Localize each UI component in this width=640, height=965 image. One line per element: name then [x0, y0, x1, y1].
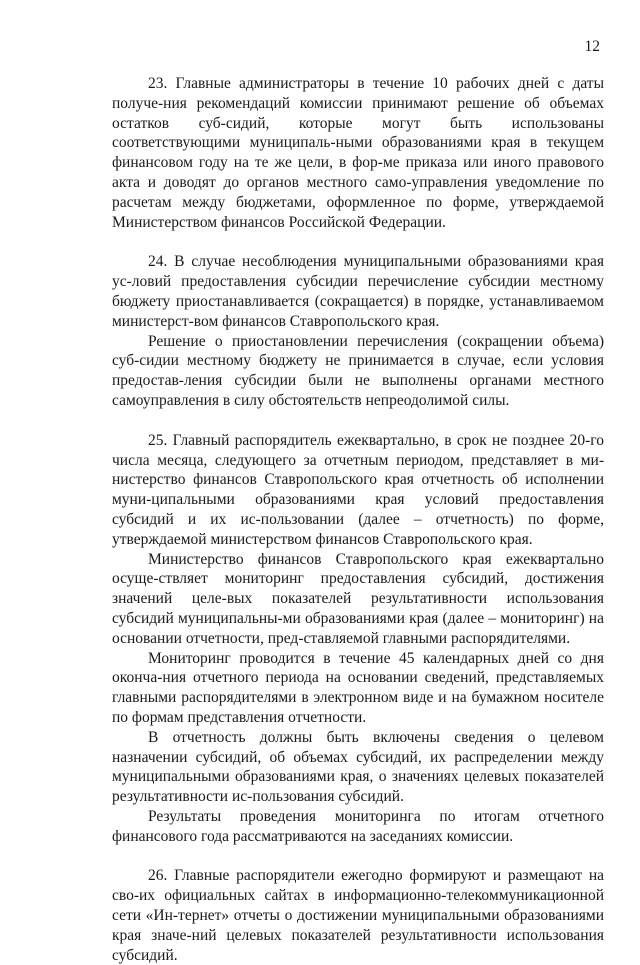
paragraph-23: 23. Главные администраторы в течение 10 рабочих дней с даты получе-ния рекомендаций комиссии принимают решение об объемах остатков суб-сидий, которые могут быть использованы соответствующими муниципаль-ными образованиями края в текущем финансовом году на те же цели, в фор-ме приказа или иного правового акта и доводят до органов местного само-управления уведомление по расчетам между бюджетами, оформленное по форме, утверждаемой Министерством финансов Российской Федерации.	[112, 75, 604, 231]
paragraph-25: 25. Главный распорядитель ежеквартально, в срок не позднее 20-го числа месяца, следующего за отчетным периодом, представляет в ми-нистерство финансов Ставропольского края отчетность об исполнении муни-ципальными образованиями края условий предоставления субсидий и их ис-пользовании (далее – отчетность) по форме, утверждаемой министерством финансов Ставропольского края.	[112, 431, 604, 548]
paragraph-25-monitoring: Министерство финансов Ставропольского края ежеквартально осуще-ствляет мониторинг предоставления субсидий, достижения значений целе-вых показателей результативности использования субсидий муниципальны-ми образованиями края (далее – мониторинг) на основании отчетности, пред-ставляемой главными распорядителями.	[112, 550, 604, 647]
document-body	[112, 74, 604, 965]
paragraph-24: 24. В случае несоблюдения муниципальными образованиями края ус-ловий предоставления субсидии перечисление субсидии местному бюджету приостанавливается (сокращается) в порядке, устанавливаемом министерст-вом финансов Ставропольского края.	[112, 253, 604, 330]
page-number: 12	[584, 38, 600, 55]
paragraph-25-period: Мониторинг проводится в течение 45 календарных дней со дня оконча-ния отчетного периода на основании сведений, представляемых главными распорядителями в электронном виде и на бумажном носителе по формам представления отчетности.	[112, 649, 604, 726]
section-gap	[112, 232, 604, 252]
section-gap	[112, 846, 604, 866]
paragraph-25-results: Результаты проведения мониторинга по итогам отчетного финансового года рассматриваются на заседаниях комиссии.	[112, 807, 604, 845]
paragraph-24-decision: Решение о приостановлении перечисления (сокращении объема) суб-сидии местному бюджету не принимается в случае, если условия предостав-ления субсидии были не выполнены органами местного самоуправления в силу обстоятельств непреодолимой силы.	[112, 332, 604, 409]
section-gap	[112, 411, 604, 431]
paragraph-25-contents: В отчетность должны быть включены сведения о целевом назначении субсидий, об объемах субсидий, их распределении между муниципальными образованиями края, о значениях целевых показателей результативности ис-пользования субсидий.	[112, 728, 604, 806]
paragraph-26: 26. Главные распорядители ежегодно формируют и размещают на сво-их официальных сайтах в информационно-телекоммуникационной сети «Ин-тернет» отчеты о достижении муниципальными образованиями края значе-ний целевых показателей результативности использования субсидий.	[112, 867, 604, 964]
